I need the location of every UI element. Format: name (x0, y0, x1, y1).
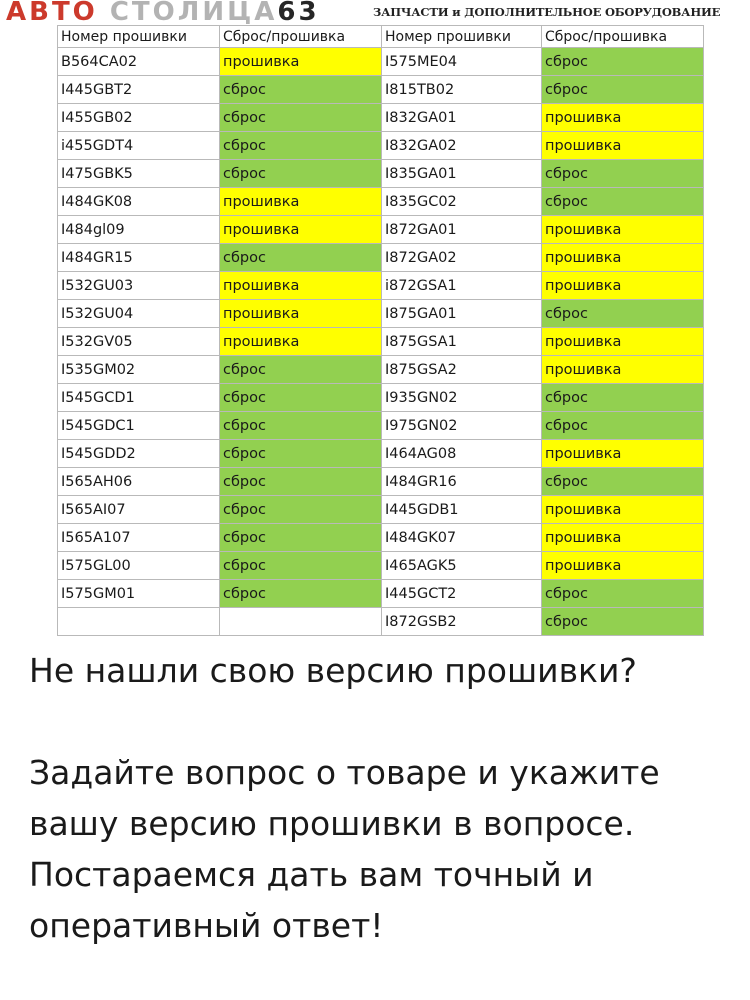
firmware-code-cell-left: I484gl09 (58, 216, 220, 244)
firmware-code-cell-right: I484GK07 (382, 524, 542, 552)
status-cell-left: сброс (220, 552, 382, 580)
status-cell-right: сброс (542, 468, 704, 496)
logo-part-capital: СТОЛИЦА (109, 0, 278, 27)
status-cell-right: прошивка (542, 104, 704, 132)
status-cell-right: прошивка (542, 552, 704, 580)
firmware-code-cell-right: I875GSA1 (382, 328, 542, 356)
firmware-code-cell-right: I872GSB2 (382, 608, 542, 636)
status-cell-left: сброс (220, 160, 382, 188)
firmware-code-cell-right: I835GC02 (382, 188, 542, 216)
firmware-code-cell-left: I535GM02 (58, 356, 220, 384)
firmware-code-cell-right: I832GA02 (382, 132, 542, 160)
firmware-code-cell-left: I475GBK5 (58, 160, 220, 188)
status-cell-right: сброс (542, 300, 704, 328)
status-cell-right: прошивка (542, 244, 704, 272)
status-cell-left: сброс (220, 76, 382, 104)
table-row (58, 188, 704, 216)
status-cell-right: прошивка (542, 496, 704, 524)
store-header (0, 0, 750, 26)
header-firmware-number-left: Номер прошивки (58, 26, 220, 48)
table-row (58, 468, 704, 496)
status-cell-left: сброс (220, 496, 382, 524)
logo-part-number: 63 (277, 0, 320, 27)
firmware-code-cell-left: I575GL00 (58, 552, 220, 580)
status-cell-right: сброс (542, 608, 704, 636)
table-row (58, 48, 704, 76)
store-logo (6, 0, 320, 26)
status-cell-left: сброс (220, 132, 382, 160)
table-row (58, 580, 704, 608)
firmware-code-cell-left: i455GDT4 (58, 132, 220, 160)
status-cell-left (220, 608, 382, 636)
footer-line-2: вашу версию прошивки в вопросе. (29, 804, 635, 843)
table-row (58, 104, 704, 132)
status-cell-right: сброс (542, 384, 704, 412)
firmware-code-cell-right: I872GA01 (382, 216, 542, 244)
footer-line-4: оперативный ответ! (29, 906, 384, 945)
status-cell-left: прошивка (220, 272, 382, 300)
status-cell-left: прошивка (220, 300, 382, 328)
status-cell-left: сброс (220, 580, 382, 608)
firmware-code-cell-left: I545GDC1 (58, 412, 220, 440)
status-cell-left: прошивка (220, 328, 382, 356)
firmware-code-cell-right: I935GN02 (382, 384, 542, 412)
status-cell-right: прошивка (542, 524, 704, 552)
firmware-code-cell-right: I465AGK5 (382, 552, 542, 580)
status-cell-left: прошивка (220, 216, 382, 244)
firmware-code-cell-right: I445GDB1 (382, 496, 542, 524)
table-row (58, 244, 704, 272)
firmware-code-cell-right: I832GA01 (382, 104, 542, 132)
table-row (58, 608, 704, 636)
status-cell-right: прошивка (542, 216, 704, 244)
footer-question: Не нашли свою версию прошивки? (29, 651, 637, 690)
firmware-code-cell-left: I565AI07 (58, 496, 220, 524)
firmware-code-cell-left: I565A107 (58, 524, 220, 552)
firmware-code-cell-right: i872GSA1 (382, 272, 542, 300)
firmware-code-cell-left: I445GBT2 (58, 76, 220, 104)
status-cell-left: сброс (220, 412, 382, 440)
table-row (58, 300, 704, 328)
firmware-code-cell-right: I484GR16 (382, 468, 542, 496)
firmware-code-cell-left: I532GU04 (58, 300, 220, 328)
firmware-code-cell-left: I532GU03 (58, 272, 220, 300)
firmware-code-cell-right: I464AG08 (382, 440, 542, 468)
status-cell-right: прошивка (542, 272, 704, 300)
status-cell-left: сброс (220, 384, 382, 412)
table-row (58, 160, 704, 188)
status-cell-left: сброс (220, 440, 382, 468)
status-cell-right: сброс (542, 48, 704, 76)
status-cell-right: сброс (542, 580, 704, 608)
firmware-code-cell-left: I575GM01 (58, 580, 220, 608)
table-row (58, 76, 704, 104)
firmware-code-cell-right: I445GCT2 (382, 580, 542, 608)
firmware-code-cell-left: B564CA02 (58, 48, 220, 76)
status-cell-left: сброс (220, 244, 382, 272)
table-row (58, 496, 704, 524)
store-tagline: ЗАПЧАСТИ и ДОПОЛНИТЕЛЬНОЕ ОБОРУДОВАНИЕ (373, 5, 721, 19)
status-cell-left: сброс (220, 104, 382, 132)
firmware-code-cell-right: I875GSA2 (382, 356, 542, 384)
status-cell-left: прошивка (220, 48, 382, 76)
status-cell-right: прошивка (542, 132, 704, 160)
status-cell-left: прошивка (220, 188, 382, 216)
table-row (58, 356, 704, 384)
firmware-code-cell-right: I835GA01 (382, 160, 542, 188)
table-row (58, 328, 704, 356)
status-cell-right: прошивка (542, 328, 704, 356)
status-cell-right: сброс (542, 76, 704, 104)
table-row (58, 524, 704, 552)
firmware-table (57, 25, 704, 636)
firmware-code-cell-right: I975GN02 (382, 412, 542, 440)
table-row (58, 132, 704, 160)
firmware-code-cell-left: I484GR15 (58, 244, 220, 272)
table-row (58, 440, 704, 468)
header-firmware-number-right: Номер прошивки (382, 26, 542, 48)
table-row (58, 384, 704, 412)
firmware-code-cell-left: I484GK08 (58, 188, 220, 216)
status-cell-left: сброс (220, 356, 382, 384)
logo-part-auto: АВТО (6, 0, 98, 27)
table-row (58, 552, 704, 580)
status-cell-left: сброс (220, 524, 382, 552)
header-reset-firmware-right: Сброс/прошивка (542, 26, 704, 48)
status-cell-right: прошивка (542, 440, 704, 468)
footer-line-3: Постараемся дать вам точный и (29, 855, 594, 894)
firmware-code-cell-right: I872GA02 (382, 244, 542, 272)
firmware-code-cell-left: I545GCD1 (58, 384, 220, 412)
status-cell-right: сброс (542, 412, 704, 440)
header-reset-firmware-left: Сброс/прошивка (220, 26, 382, 48)
firmware-code-cell-right: I575ME04 (382, 48, 542, 76)
table-row (58, 272, 704, 300)
status-cell-right: прошивка (542, 356, 704, 384)
firmware-code-cell-left: I455GB02 (58, 104, 220, 132)
firmware-code-cell-left: I565AH06 (58, 468, 220, 496)
firmware-code-cell-left: I532GV05 (58, 328, 220, 356)
status-cell-right: сброс (542, 160, 704, 188)
table-row (58, 412, 704, 440)
firmware-table-body (58, 48, 704, 636)
firmware-code-cell-right: I875GA01 (382, 300, 542, 328)
firmware-code-cell-left: I545GDD2 (58, 440, 220, 468)
status-cell-left: сброс (220, 468, 382, 496)
firmware-code-cell-left (58, 608, 220, 636)
footer-spacer (29, 696, 744, 747)
table-row (58, 216, 704, 244)
table-header-row (58, 26, 704, 48)
footer-line-1: Задайте вопрос о товаре и укажите (29, 753, 660, 792)
footer-message (29, 645, 744, 951)
firmware-code-cell-right: I815TB02 (382, 76, 542, 104)
status-cell-right: сброс (542, 188, 704, 216)
